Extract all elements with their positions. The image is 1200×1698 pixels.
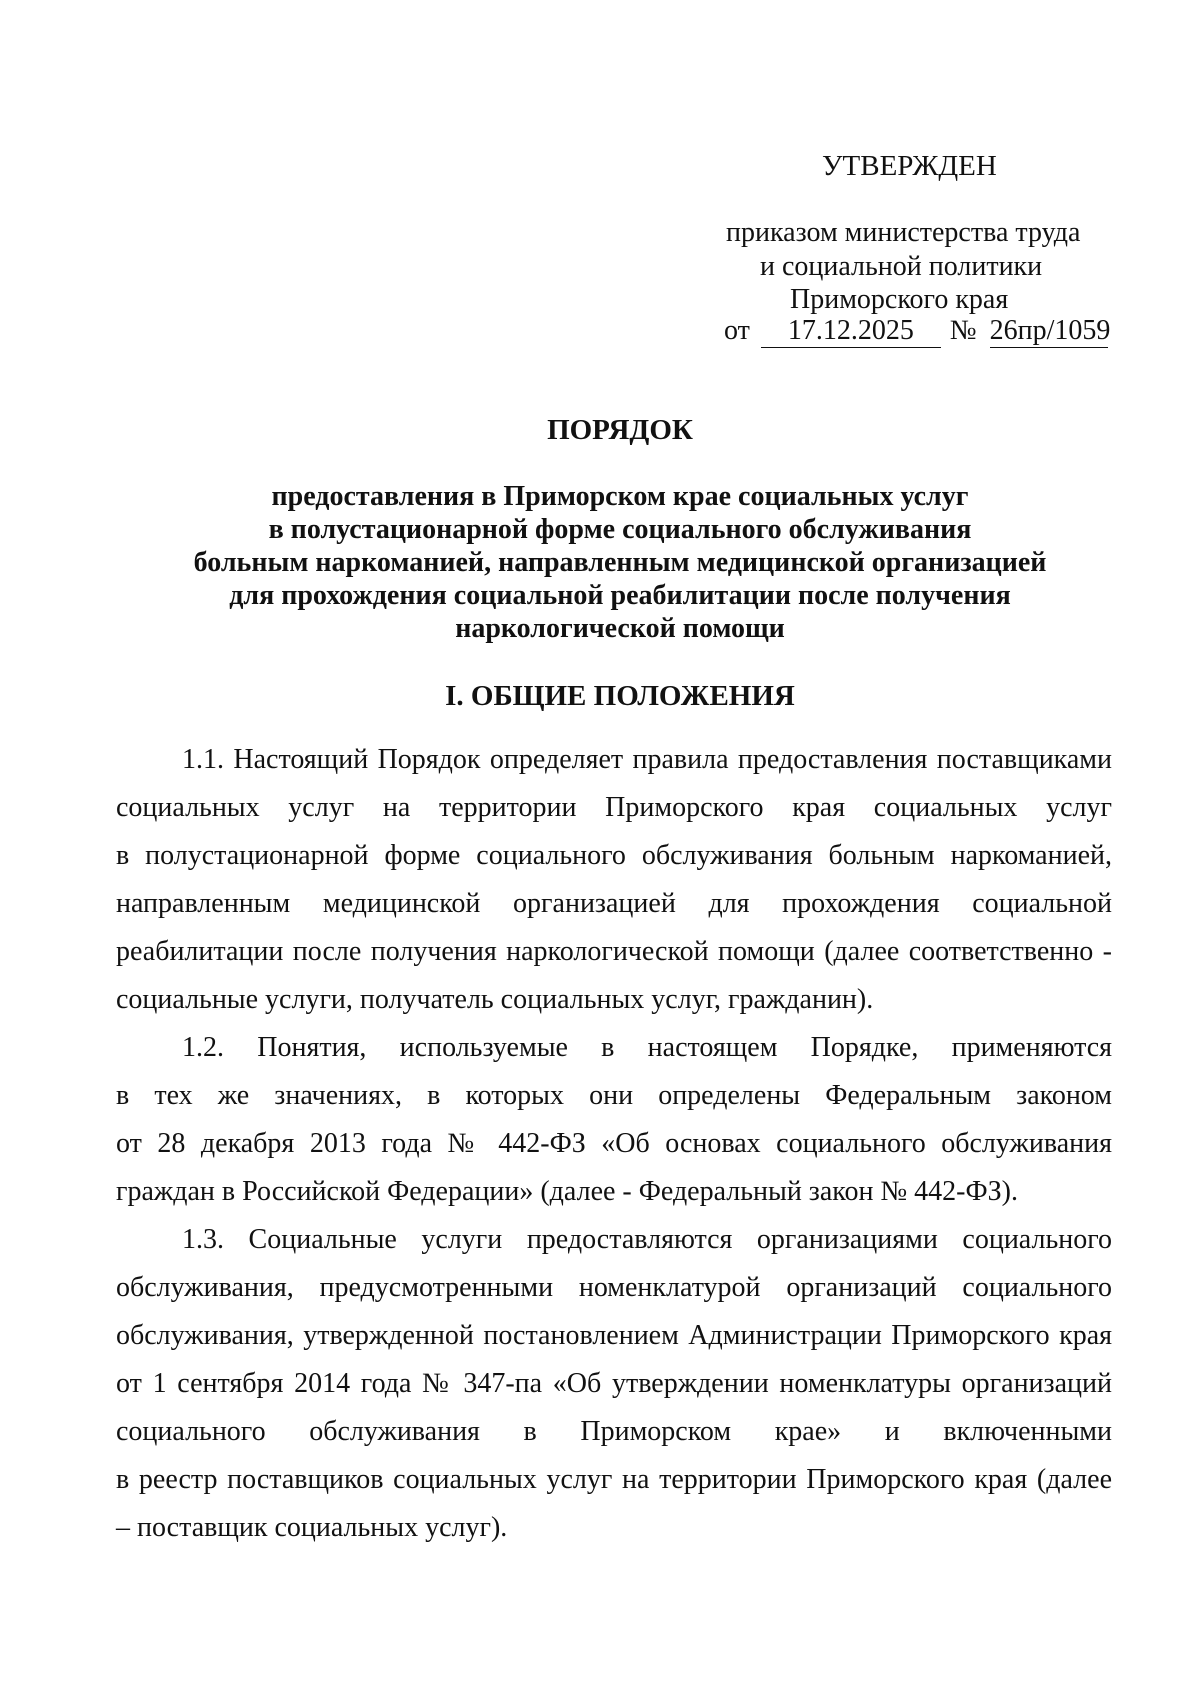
approval-date: 17.12.2025 bbox=[761, 315, 941, 348]
text-line: граждан в Российской Федерации» (далее - Федеральный закон № 442-ФЗ). bbox=[116, 1176, 1018, 1207]
text-line: в полустационарной форме социального обслуживания больным наркоманией, bbox=[116, 840, 1112, 871]
paragraph-1-1 bbox=[116, 736, 1112, 1024]
text-line: в реестр поставщиков социальных услуг на территории Приморского края (далее bbox=[116, 1464, 1112, 1495]
text-line: 1.2. Понятия, используемые в настоящем Порядке, применяются bbox=[182, 1032, 1112, 1063]
text-line: социальных услуг на территории Приморского края социальных услуг bbox=[116, 792, 1112, 823]
approval-line-1: приказом министерства труда bbox=[726, 217, 1081, 248]
text-line: социальные услуги, получатель социальных услуг, гражданин). bbox=[116, 984, 874, 1015]
subtitle-line: больным наркоманией, направленным медицинской организацией bbox=[193, 547, 1047, 578]
document-title: ПОРЯДОК bbox=[547, 414, 693, 446]
approval-line-2: и социальной политики bbox=[760, 251, 1043, 282]
text-line: социального обслуживания в Приморском крае» и включенными bbox=[116, 1416, 1112, 1447]
number-label: № bbox=[949, 315, 977, 346]
approval-line-3: Приморского края bbox=[790, 284, 1009, 315]
text-line: от 28 декабря 2013 года № 442-ФЗ «Об основах социального обслуживания bbox=[116, 1128, 1112, 1159]
text-line: направленным медицинской организацией для прохождения социальной bbox=[116, 888, 1112, 919]
subtitle-line: предоставления в Приморском крае социальных услуг bbox=[271, 481, 969, 512]
document-subtitle bbox=[0, 480, 1200, 645]
text-line: обслуживания, утвержденной постановлением Администрации Приморского края bbox=[116, 1320, 1112, 1351]
approval-title: УТВЕРЖДЕН bbox=[822, 150, 997, 182]
subtitle-line: в полустационарной форме социального обслуживания bbox=[268, 514, 972, 545]
approval-number: 26пр/1059 bbox=[989, 315, 1111, 346]
subtitle-line: для прохождения социальной реабилитации после получения bbox=[229, 580, 1011, 611]
approval-date-row bbox=[724, 314, 1111, 348]
text-line: в тех же значениях, в которых они определены Федеральным законом bbox=[116, 1080, 1112, 1111]
text-line: обслуживания, предусмотренными номенклатурой организаций социального bbox=[116, 1272, 1112, 1303]
text-line: 1.3. Социальные услуги предоставляются организациями социального bbox=[182, 1224, 1112, 1255]
text-line: – поставщик социальных услуг). bbox=[116, 1512, 508, 1543]
paragraph-1-2 bbox=[116, 1024, 1112, 1216]
paragraph-1-3 bbox=[116, 1216, 1112, 1552]
text-line: реабилитации после получения наркологической помощи (далее соответственно - bbox=[116, 936, 1112, 967]
section-body bbox=[116, 736, 1112, 1552]
from-label: от bbox=[724, 315, 750, 346]
section-title: I. ОБЩИЕ ПОЛОЖЕНИЯ bbox=[445, 680, 795, 712]
text-line: 1.1. Настоящий Порядок определяет правила предоставления поставщиками bbox=[182, 744, 1112, 775]
subtitle-line: наркологической помощи bbox=[455, 613, 785, 644]
text-line: от 1 сентября 2014 года № 347-па «Об утверждении номенклатуры организаций bbox=[116, 1368, 1112, 1399]
